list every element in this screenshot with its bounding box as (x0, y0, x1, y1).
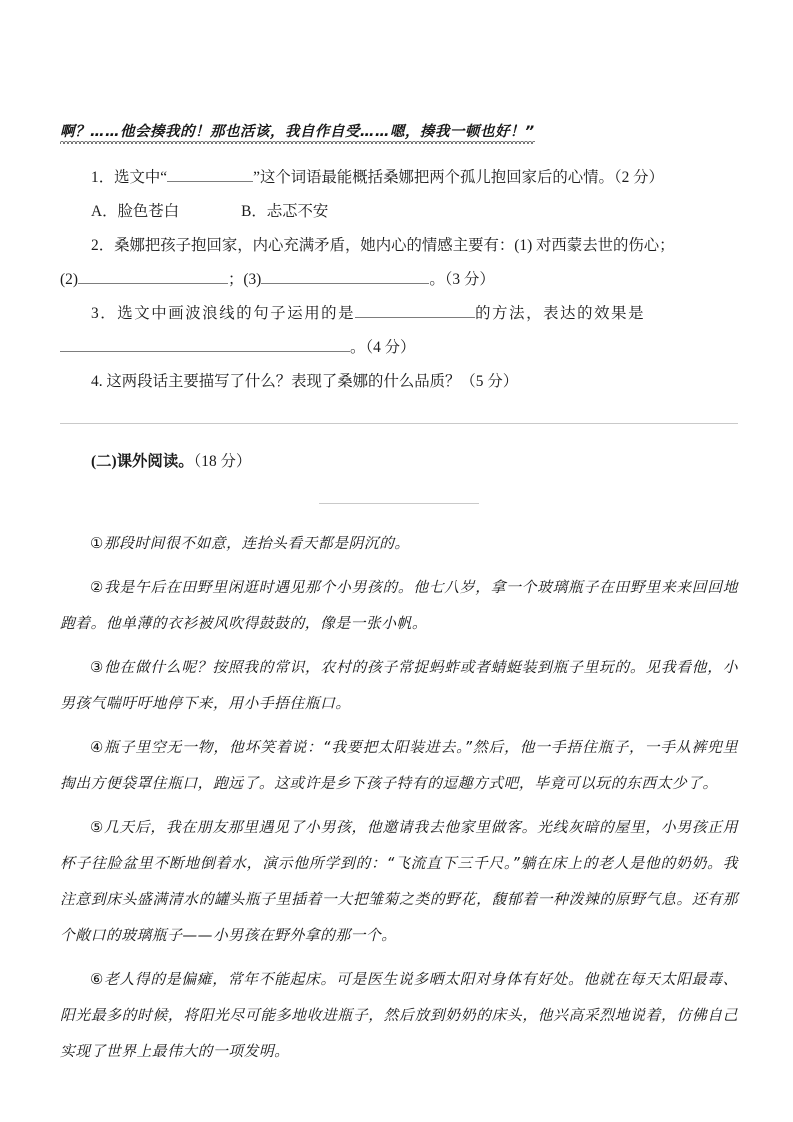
passage-paragraph-2 (60, 570, 738, 642)
question-1-score: （2 分） (613, 169, 664, 186)
question-3-number: 3． (91, 305, 118, 322)
passage-paragraph-4 (60, 730, 738, 802)
question-4-text: 这两段话主要描写了什么？表现了桑娜的什么品质？ (106, 373, 461, 390)
option-a-text[interactable]: 脸色苍白 (117, 203, 180, 220)
question-1-number: 1． (91, 169, 115, 186)
section-divider (60, 423, 738, 424)
question-3-answer-blank-2[interactable] (60, 336, 350, 352)
question-2-number: 2． (91, 237, 115, 254)
question-1-text-after: ”这个词语最能概括桑娜把两个孤儿抱回家后的心情。 (253, 169, 614, 186)
question-3-text-middle: 的方法，表达的效果是 (475, 305, 646, 322)
question-2-score: （3 分） (444, 271, 495, 288)
section-score: （18 分） (193, 453, 252, 470)
question-3-line-2 (60, 332, 738, 363)
question-2-blank3-label: (3) (243, 271, 262, 288)
paragraph-marker-6: ⑥ (90, 971, 104, 988)
section-header (60, 446, 738, 477)
question-4-number: 4. (91, 373, 103, 390)
paragraph-marker-3: ③ (90, 659, 104, 676)
excerpt-text: 啊？……他会揍我的！那也活该，我自作自受……嗯，揍我一顿也好！” (60, 120, 535, 144)
paragraph-text-2: 我是午后在田野里闲逛时遇见那个小男孩的。他七八岁，拿一个玻璃瓶子在田野里来来回回地跑着。他单薄的衣衫被风吹得鼓鼓的，像是一张小帆。 (60, 579, 738, 632)
question-3-answer-blank-1[interactable] (355, 302, 475, 318)
question-2-line-1 (60, 230, 738, 261)
question-2-line-2 (60, 264, 738, 295)
paragraph-text-1: 那段时间很不如意，连抬头看天都是阴沉的。 (103, 535, 410, 552)
question-3-text-before: 选文中画波浪线的句子运用的是 (117, 305, 356, 322)
question-1-text-before: 选文中“ (114, 169, 168, 186)
paragraph-text-6: 老人得的是偏瘫，常年不能起床。可是医生说多晒太阳对身体有好处。他就在每天太阳最毒、阳光最多的时候，将阳光尽可能多地收进瓶子，然后放到奶奶的床头，他兴高采烈地说着，仿佛自己实现了世界上最伟大的一项发明。 (60, 971, 738, 1060)
question-2-answer-blank-2[interactable] (78, 268, 228, 284)
question-1-options (60, 196, 738, 227)
article-title-blank[interactable] (319, 503, 479, 504)
question-3-end-punct: 。 (350, 339, 366, 356)
question-3-line-1 (60, 298, 738, 329)
passage-paragraph-6 (60, 962, 738, 1070)
question-2-text: 桑娜把孩子抱回家，内心充满矛盾，她内心的情感主要有：(1) 对西蒙去世的伤心； (114, 237, 675, 254)
paragraph-marker-2: ② (90, 579, 104, 596)
paragraph-text-4: 瓶子里空无一物，他坏笑着说：“我要把太阳装进去。”然后，他一手捂住瓶子，一手从裤兜里掏出方便袋罩住瓶口，跑远了。这或许是乡下孩子特有的逗趣方式吧，毕竟可以玩的东西太少了。 (60, 739, 739, 792)
paragraph-marker-5: ⑤ (90, 819, 104, 836)
question-4 (60, 366, 738, 397)
passage-paragraph-1 (60, 526, 738, 562)
question-2-end-punct: 。 (429, 271, 445, 288)
paragraph-marker-1: ① (90, 535, 104, 552)
section-label: (二)课外阅读。 (91, 453, 194, 470)
question-3-score: （4 分） (365, 339, 416, 356)
passage-paragraph-5 (60, 810, 738, 954)
paragraph-marker-4: ④ (90, 739, 105, 756)
option-b-label[interactable]: B． (241, 203, 267, 220)
question-2-answer-blank-3[interactable] (261, 268, 429, 284)
option-a-label[interactable]: A． (91, 203, 118, 220)
question-2-blank2-label: (2) (60, 271, 78, 288)
paragraph-text-5: 几天后，我在朋友那里遇见了小男孩，他邀请我去他家里做客。光线灰暗的屋里，小男孩正用杯子往脸盆里不断地倒着水，演示他所学到的：“飞流直下三千尺。”躺在床上的老人是他的奶奶。我注意到床头盛满清水的罐头瓶子里插着一大把雏菊之类的野花，馥郁着一种泼辣的原野气息。还有那个敞口的玻璃瓶子——小男孩在野外拿的那一个。 (60, 819, 738, 944)
option-b-text[interactable]: 忐忑不安 (266, 203, 329, 220)
question-1-answer-blank[interactable] (167, 166, 253, 182)
question-2-separator: ； (227, 271, 244, 288)
paragraph-text-3: 他在做什么呢？按照我的常识，农村的孩子常捉蚂蚱或者蜻蜓装到瓶子里玩的。见我看他，小男孩气喘吁吁地停下来，用小手捂住瓶口。 (60, 659, 738, 712)
excerpt-block (60, 120, 738, 144)
passage-paragraph-3 (60, 650, 738, 722)
question-4-score: （5 分） (460, 373, 519, 390)
question-1 (60, 162, 738, 193)
